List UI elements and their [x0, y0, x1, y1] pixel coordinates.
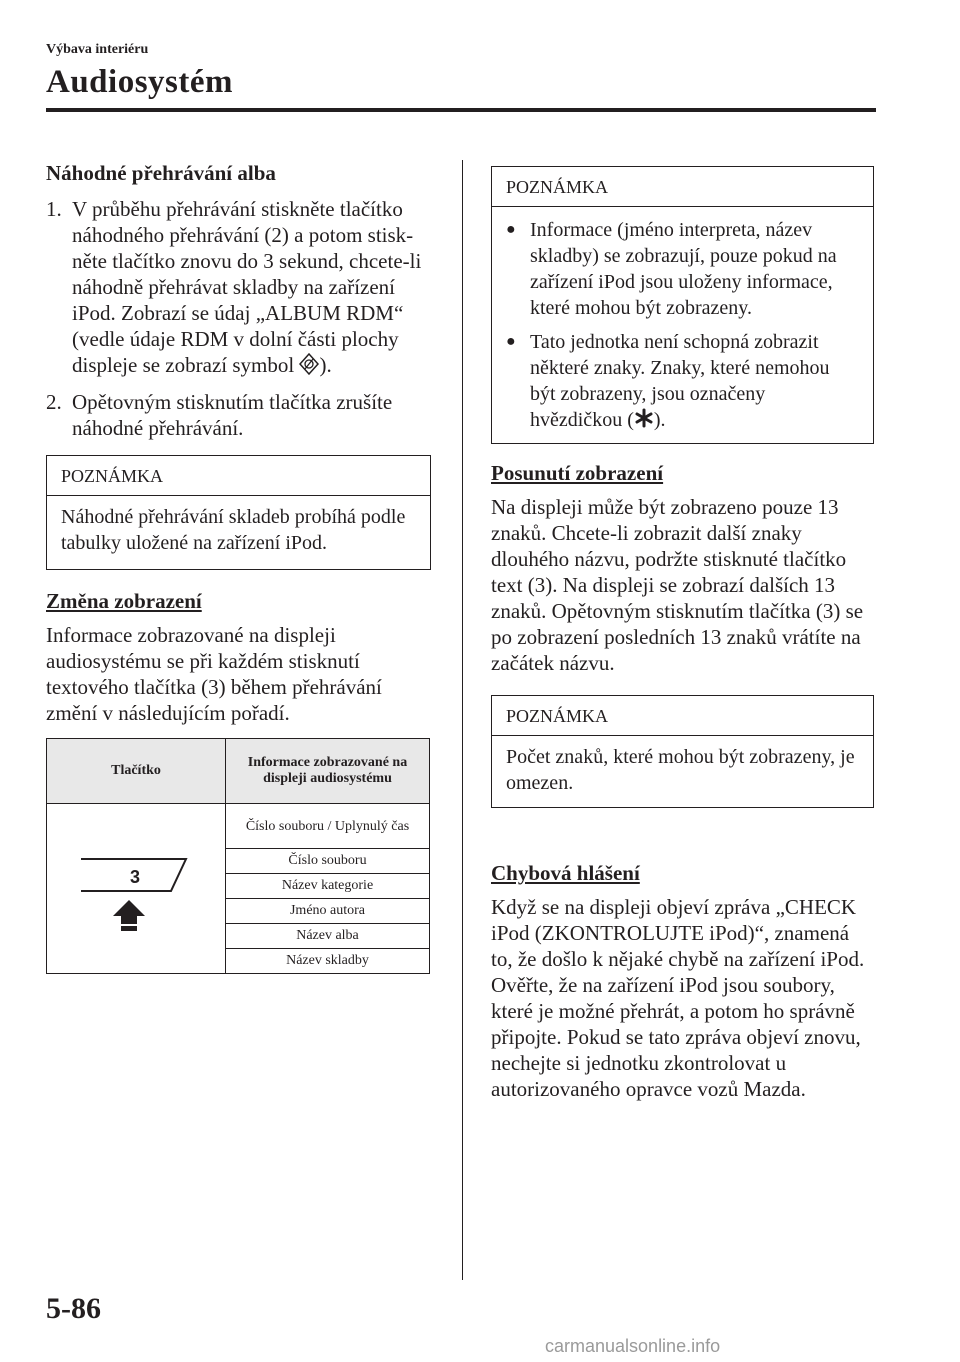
random-disc-icon [299, 353, 319, 381]
table-cell: Název kategorie [226, 874, 430, 899]
table-cell: Číslo souboru / Uplynulý čas [226, 804, 430, 849]
scroll-display-text: Na displeji může být zobrazeno pouze 13 znaků. Chcete-li zobrazit další znaky dlouhého názvu, podržte stisknuté tlačítko text (3). Na displeji se zobrazí dalších 13 znaků. Opětovným stisknutím tlačítka (3) se po zobrazení posledních 13 znaků vrátíte na začátek názvu. [491, 495, 864, 675]
bullet-text-part: ). [653, 409, 666, 431]
text-button-3-icon [71, 836, 201, 936]
display-table-wrap [46, 738, 430, 974]
list-item [506, 217, 859, 321]
note-title: POZNÁMKA [492, 167, 873, 207]
step-number: 1. [46, 197, 62, 221]
note-body: Počet znaků, které mohou být zobrazeny, je omezen. [506, 746, 855, 794]
button-cell [47, 804, 226, 974]
note-box-1 [46, 455, 431, 570]
table-cell: Název alba [226, 924, 430, 949]
step-text-part: V průběhu přehrávání stiskněte tlačítko náhodného přehrávání (2) a potom stisk-něte tlačítko znovu do 3 sekund, chcete-li náhodně přehrávat skladby na zařízení iPod. Zobrazí se údaj „ALBUM RDM“ (vedle údaje RDM v dolní části plochy displeje se zobrazí symbol [72, 197, 422, 377]
title-rule [46, 108, 876, 112]
scroll-display-section [491, 460, 874, 676]
table-cell: Číslo souboru [226, 849, 430, 874]
display-order-table [46, 738, 430, 974]
asterisk-icon [634, 408, 654, 435]
step-2 [46, 389, 431, 441]
bullet-text-part: Tato jednotka není schopná zobrazit některé znaky. Znaky, které nemohou být zobrazeny, jsou označeny hvězdičkou ( [530, 331, 830, 431]
note-box-2 [491, 166, 874, 444]
column-header-button: Tlačítko [47, 739, 226, 804]
button-number-label: 3 [129, 867, 141, 887]
table-cell: Jméno autora [226, 899, 430, 924]
step-text-part: ). [319, 353, 332, 377]
column-header-info: Informace zobrazované na displeji audiosystému [226, 739, 430, 804]
error-messages-heading: Chybová hlášení [491, 861, 640, 885]
note-title: POZNÁMKA [492, 696, 873, 736]
display-change-text: Informace zobrazované na displeji audiosystému se při každém stisknutí textového tlačítka (3) během přehrávání změní v následujícím pořadí. [46, 623, 382, 725]
left-column [46, 160, 431, 441]
display-change-heading: Změna zobrazení [46, 589, 202, 613]
bullet-text: Informace (jméno interpreta, název skladby) se zobrazují, pouze pokud na zařízení iPod jsou uloženy informace, které mohou být zobrazeny. [530, 219, 837, 319]
note-body [492, 207, 873, 455]
note-box-3 [491, 695, 874, 808]
note-body: Náhodné přehrávání skladeb probíhá podle tabulky uložené na zařízení iPod. [61, 506, 406, 554]
scroll-display-heading: Posunutí zobrazení [491, 461, 664, 485]
page-number: 5-86 [46, 1292, 101, 1325]
bullet-text [530, 329, 859, 435]
section-label: Výbava interiéru [46, 42, 149, 57]
table-row [47, 804, 430, 849]
page-title: Audiosystém [46, 64, 234, 100]
press-arrow-icon [113, 900, 145, 931]
note-title: POZNÁMKA [47, 456, 430, 496]
step-number: 2. [46, 390, 62, 415]
error-messages-text: Když se na displeji objeví zpráva „CHECK iPod (ZKONTROLUJTE iPod)“, znamená to, že došlo k nějaké chybě na zařízení iPod. Ověřte, že na zařízení iPod jsou soubory, které je možné přehrát, a potom ho správně připojte. Pokud se tato zpráva objeví znovu, nechejte si jednotku zkontrolovat u autorizovaného opravce vozů Mazda. [491, 895, 865, 1101]
table-cell: Název skladby [226, 949, 430, 974]
random-album-heading: Náhodné přehrávání alba [46, 161, 276, 185]
bullet-icon: ● [506, 333, 516, 350]
column-divider [462, 160, 463, 1280]
bullet-icon: ● [506, 221, 516, 238]
table-header-row [47, 739, 430, 804]
display-change-section [46, 588, 431, 726]
watermark: carmanualsonline.info [545, 1336, 721, 1356]
step-1 [46, 196, 431, 381]
error-messages-section [491, 860, 874, 1102]
step-text: Opětovným stisknutím tlačítka zrušíte náhodné přehrávání. [72, 390, 393, 441]
list-item [506, 329, 859, 435]
step-text [72, 196, 431, 381]
